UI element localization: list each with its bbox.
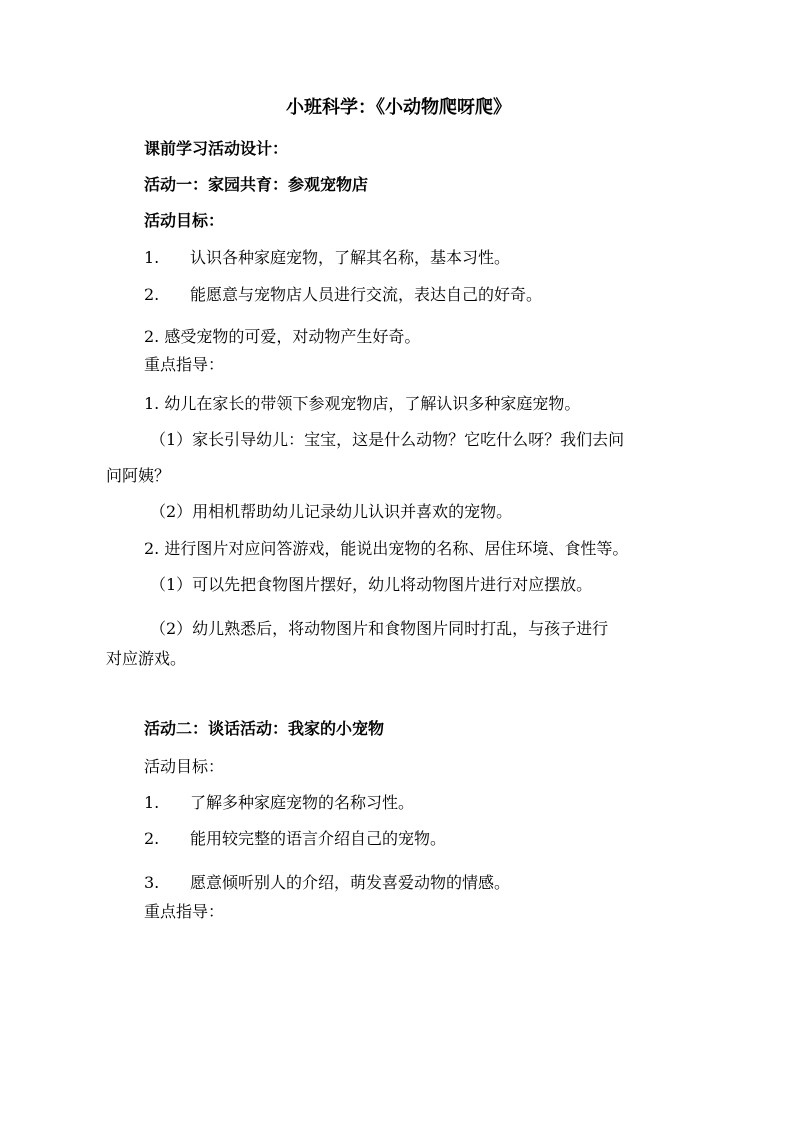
section-heading-pre-class: 课前学习活动设计： [144,139,289,158]
list-text: 了解多种家庭宠物的名称习性。 [190,793,415,812]
activity1-heading: 活动一：家园共育：参观宠物店 [144,175,369,194]
list-text: 能用较完整的语言介绍自己的宠物。 [190,829,447,848]
list-number: 1. [144,248,160,267]
guide-item: 对应游戏。 [106,649,187,668]
activity2-heading: 活动二：谈话活动：我家的小宠物 [144,719,385,738]
guide-item: （1）家长引导幼儿：宝宝，这是什么动物？它吃什么呀？我们去问 [150,430,625,449]
guide-item: 2. 进行图片对应问答游戏，能说出宠物的名称、居住环境、食性等。 [144,539,629,558]
list-number: 2. [144,829,160,848]
list-text: 认识各种家庭宠物，了解其名称，基本习性。 [190,248,511,267]
guide-item: （2）用相机帮助幼儿记录幼儿认识并喜欢的宠物。 [150,502,513,521]
list-text: 能愿意与宠物店人员进行交流，表达自己的好奇。 [190,285,543,304]
guide-item: （2）幼儿熟悉后，将动物图片和食物图片同时打乱，与孩子进行 [150,619,609,638]
list-text: 愿意倾听别人的介绍，萌发喜爱动物的情感。 [190,873,511,892]
guide-item: 问阿姨？ [106,466,171,485]
list-number: 1. [144,793,160,812]
list-number: 3. [144,873,160,892]
activity2-goal-heading: 活动目标： [144,757,225,776]
activity1-guide-heading: 重点指导： [144,355,225,374]
guide-item: （1）可以先把食物图片摆好，幼儿将动物图片进行对应摆放。 [150,575,593,594]
activity1-goal-heading: 活动目标： [144,211,225,230]
activity2-guide-heading: 重点指导： [144,902,225,921]
guide-item: 1. 幼儿在家长的带领下参观宠物店，了解认识多种家庭宠物。 [144,394,581,413]
activity1-goal-3: 2. 感受宠物的可爱，对动物产生好奇。 [144,327,421,346]
list-number: 2. [144,285,160,304]
document-title: 小班科学：《小动物爬呀爬》 [286,97,511,118]
